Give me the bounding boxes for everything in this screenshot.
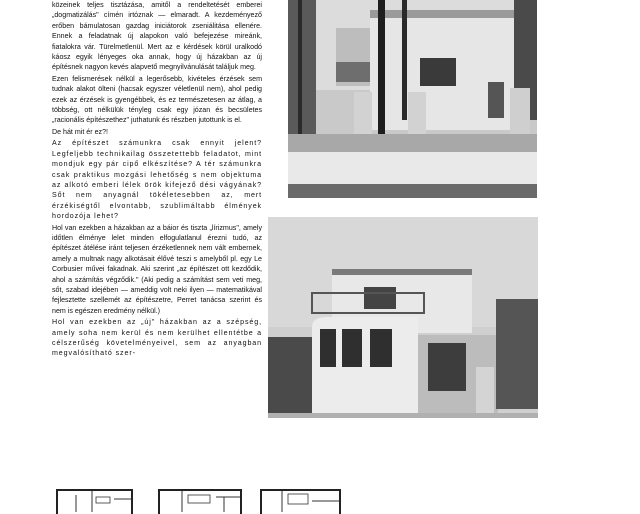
photo-villa-exterior-image — [288, 0, 537, 198]
floor-plan-1-drawing — [58, 491, 131, 512]
paragraph-3: De hát mit ér ez?! — [52, 127, 108, 136]
photo-villa-curved-bay-image — [268, 217, 538, 418]
paragraph-1: közeinek teljes tisztázása, amitől a rendeltetését emberei „dogmatizálás" címén irtóznak — elmaradt. A kezdeményező erőben bámulatosan gazdag iniciátorok zseniálitása ellenére. Ennek a feladatnak új alapokon való befejezése mireánk, fiatalokra vár. Türelmetlenül. Mert az e kérdések körül uralkodó káosz egyik lényeges oka annak, hogy új házakban az új építésnek nagyon kevés alapvető megnyilvánulását találjuk meg. — [52, 1, 262, 72]
floor-plan-1 — [56, 489, 133, 514]
article-text-column — [52, 0, 262, 359]
photo-villa-exterior — [288, 0, 537, 198]
paragraph-5: Hol van ezekben a házakban az a báior és tiszta „lírizmus", amely időtlen élménye lelet minden elfogulatlanul érezni tudó, az építészet átélése iránt teljesen érzéketlennek nem vált embernek, amely a multnak nagy alkotásait élővé teszi s amelyből pl. egy Le Corbusier művei fakadnak. Aki szerint „az építészet ott kezdődik, ahol a számítás végződik." (Aki pedig a számítást sem veti meg, sőt, szabad idejében — ameddig volt neki ilyen — matematikával fejlesztette szellemét az építészetre, Perret tanácsa szerint és nem is egészen eredmény nélkül.) — [52, 223, 262, 315]
floor-plan-3 — [260, 489, 341, 514]
paragraph-2: Ezen felismerések nélkül a legerősebb, kivételes érzések sem tudnak alakot ölteni (hacsak egyszer véletlenül nem), ahol pedig ezek az érzések is gyengébbek, és ez természetesen az átlag, a többség, ott nélkülük tényleg csak egy józan és becsületes „racionális építészethez" juthatunk és részben jutottunk is el. — [52, 74, 262, 125]
floor-plan-2-drawing — [160, 491, 240, 512]
photo-villa-curved-bay — [268, 217, 538, 418]
paragraph-4: Az építészet számunkra csak ennyit jelent? Legfeljebb technikailag összetettebb feladatot, mint mondjuk egy pár cipő elkészítése? A tér számunkra csak praktikus mozgási lehetőség s nem objektuma az alkotó emberi lélek örök kifejező dési vágyának? Sőt nem anyagnál tökéletesebben az, mert érzékiségtől elvontabb, szublimáltabb élmények hordozója lehet? — [52, 139, 262, 221]
paragraph-6: Hol van ezekben az „új" házakban az a szépség, amely soha nem kerül és nem kerülhet ellentétbe a célszerűség követelményeivel, sem az anyagban megvalósítható szer- — [52, 318, 262, 358]
floor-plan-3-drawing — [262, 491, 339, 512]
floor-plan-2 — [158, 489, 242, 514]
